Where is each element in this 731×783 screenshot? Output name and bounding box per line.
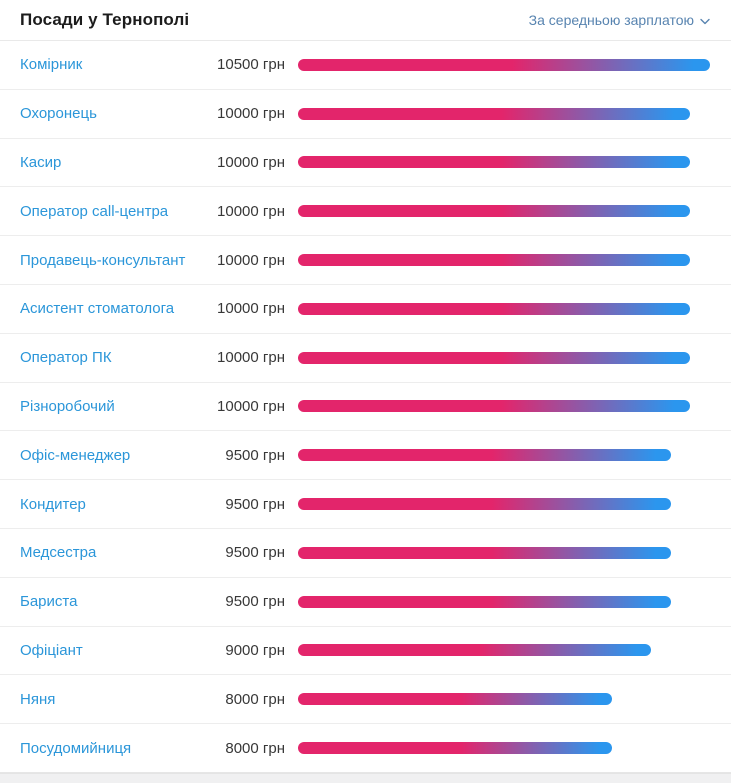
job-link[interactable]: Різноробочий <box>20 397 115 415</box>
table-row <box>0 285 731 334</box>
job-link[interactable]: Офіціант <box>20 641 83 659</box>
job-link[interactable]: Комірник <box>20 56 83 74</box>
job-link[interactable]: Няня <box>20 690 56 708</box>
salary-value: 9500 грн <box>225 446 285 464</box>
salary-value: 10000 грн <box>217 397 285 415</box>
job-link[interactable]: Касир <box>20 153 62 171</box>
salary-bar <box>298 498 671 510</box>
salary-bar <box>298 205 690 217</box>
page-title: Посади у Тернополі <box>20 10 190 29</box>
table-row <box>0 187 731 236</box>
salary-value: 10000 грн <box>217 153 285 171</box>
salary-bar <box>298 254 690 266</box>
salary-value: 10500 грн <box>217 56 285 74</box>
job-link[interactable]: Асистент стоматолога <box>20 300 175 318</box>
job-link[interactable]: Посудомийниця <box>20 739 132 757</box>
salary-bar <box>298 400 690 412</box>
table-row <box>0 431 731 480</box>
salary-bar-track <box>298 547 710 559</box>
salary-value: 9000 грн <box>225 641 285 659</box>
salary-bar <box>298 352 690 364</box>
sort-dropdown-label: За середньою зарплатою <box>528 12 694 28</box>
salary-value: 9500 грн <box>225 495 285 513</box>
table-row <box>0 383 731 432</box>
salary-value: 10000 грн <box>217 251 285 269</box>
table-row <box>0 480 731 529</box>
salary-bar-track <box>298 352 710 364</box>
table-row <box>0 41 731 90</box>
table-row <box>0 236 731 285</box>
salary-bar <box>298 547 671 559</box>
salary-value: 8000 грн <box>225 739 285 757</box>
salary-value: 10000 грн <box>217 300 285 318</box>
table-row <box>0 578 731 627</box>
job-link[interactable]: Продавець-консультант <box>20 251 186 269</box>
widget-header <box>0 0 731 41</box>
salary-value: 9500 грн <box>225 544 285 562</box>
salary-bar-track <box>298 400 710 412</box>
salary-bar <box>298 108 690 120</box>
job-link[interactable]: Оператор ПК <box>20 349 112 367</box>
salary-bar-track <box>298 596 710 608</box>
job-link[interactable]: Кондитер <box>20 495 86 513</box>
salary-bar <box>298 742 612 754</box>
salary-bar-track <box>298 644 710 656</box>
salary-bar-track <box>298 303 710 315</box>
salary-value: 10000 грн <box>217 202 285 220</box>
salary-value: 9500 грн <box>225 593 285 611</box>
job-link[interactable]: Медсестра <box>20 544 97 562</box>
salary-bar-track <box>298 156 710 168</box>
salary-bar <box>298 693 612 705</box>
salary-bar-track <box>298 693 710 705</box>
salary-bar <box>298 596 671 608</box>
next-section-edge <box>0 773 731 783</box>
salary-value: 10000 грн <box>217 105 285 123</box>
salary-bar-track <box>298 449 710 461</box>
job-list <box>0 41 731 773</box>
salary-bar <box>298 156 690 168</box>
salary-bar <box>298 303 690 315</box>
table-row <box>0 139 731 188</box>
table-row <box>0 334 731 383</box>
job-link[interactable]: Оператор call-центра <box>20 202 169 220</box>
job-link[interactable]: Офіс-менеджер <box>20 446 131 464</box>
job-link[interactable]: Охоронець <box>20 105 97 123</box>
table-row <box>0 724 731 773</box>
table-row <box>0 90 731 139</box>
salary-bar <box>298 644 651 656</box>
job-link[interactable]: Бариста <box>20 593 78 611</box>
table-row <box>0 529 731 578</box>
salary-bar <box>298 449 671 461</box>
table-row <box>0 675 731 724</box>
sort-dropdown[interactable] <box>529 12 710 28</box>
salary-bar-track <box>298 742 710 754</box>
table-row <box>0 627 731 676</box>
salary-value: 10000 грн <box>217 349 285 367</box>
chevron-down-icon <box>700 18 710 25</box>
salary-bar-track <box>298 205 710 217</box>
salary-bar-track <box>298 59 710 71</box>
salary-value: 8000 грн <box>225 690 285 708</box>
salary-bar-track <box>298 108 710 120</box>
salary-bar-track <box>298 498 710 510</box>
salary-bar <box>298 59 710 71</box>
salary-bar-track <box>298 254 710 266</box>
